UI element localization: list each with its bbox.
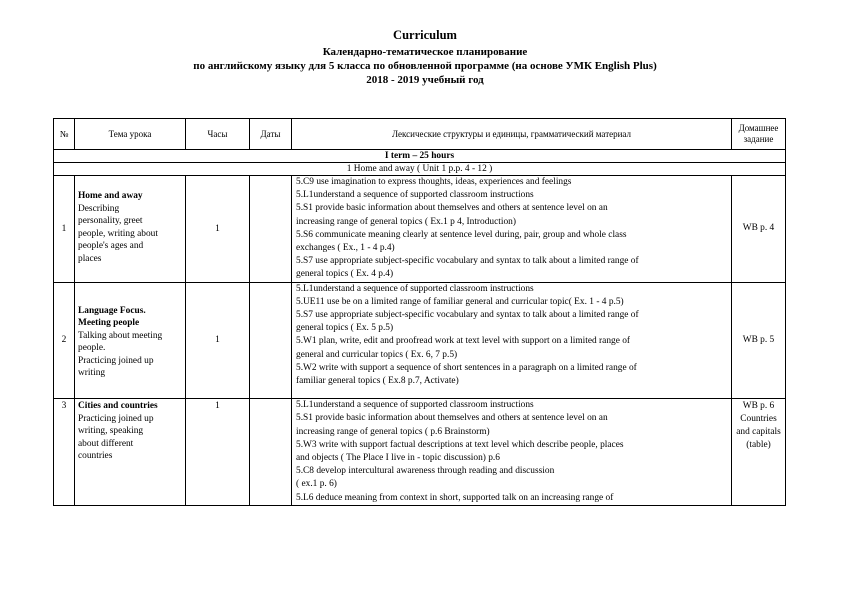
row-dates [250, 399, 292, 506]
homework-line: (table) [746, 440, 771, 451]
term-label: I term – 25 hours [54, 150, 786, 163]
row-objectives [292, 282, 732, 399]
topic-desc-line: Talking about meeting [78, 330, 163, 341]
objective-line: 5.L6 deduce meaning from context in short, supported talk on an increasing range of [296, 492, 614, 503]
row-topic [75, 176, 186, 283]
header-line-2: по английскому языку для 5 класса по обновленной программе (на основе УМК English Plus) [193, 60, 657, 72]
objective-line: 5.S6 communicate meaning clearly at sentence level during, pair, group and whole class [296, 229, 627, 240]
col-topic-header: Тема урока [75, 119, 186, 150]
table-header-row [54, 119, 786, 150]
unit-row [54, 163, 786, 176]
objective-line: 5.UE11 use be on a limited range of familiar general and curricular topic( Ex. 1 - 4 p.5) [296, 296, 624, 307]
document-title: Curriculum [393, 28, 457, 42]
topic-desc-line: personality, greet [78, 216, 143, 226]
header-line-1: Календарно-тематическое планирование [322, 46, 528, 58]
homework-line: Countries [740, 414, 777, 425]
row-number: 2 [54, 282, 75, 399]
row-homework [732, 399, 786, 506]
term-row [54, 150, 786, 163]
row-hours: 1 [186, 399, 250, 506]
document-header [100, 28, 750, 87]
objective-line: and objects ( The Place I live in - topic discussion) p.6 [296, 453, 500, 464]
homework-line: WB p. 5 [742, 334, 775, 345]
row-homework [732, 176, 786, 283]
objective-line: 5.S7 use appropriate subject-specific vocabulary and syntax to talk about a limited range of [296, 310, 639, 321]
homework-line: and capitals [736, 427, 781, 438]
row-objectives [292, 176, 732, 283]
objective-line: increasing range of general topics ( p.6 Brainstorm) [296, 426, 490, 437]
row-topic [75, 399, 186, 506]
objective-line: 5.S1 provide basic information about themselves and others at sentence level on an [296, 203, 608, 214]
topic-desc-line: Practicing joined up [78, 413, 154, 424]
row-hours: 1 [186, 282, 250, 399]
row-dates [250, 282, 292, 399]
objective-line: general topics ( Ex. 5 p.5) [296, 323, 394, 334]
topic-title-2: Meeting people [78, 318, 140, 329]
table-row [54, 399, 786, 506]
row-objectives [292, 399, 732, 506]
topic-desc-line: writing [78, 368, 106, 379]
col-homework-header: Домашнее задание [732, 119, 786, 150]
curriculum-table [53, 118, 786, 506]
topic-desc-line: writing, speaking [78, 426, 144, 437]
topic-desc-line: Describing [78, 203, 120, 214]
row-number: 1 [54, 176, 75, 283]
objective-line: 5.C9 use imagination to express thoughts, ideas, experiences and feelings [296, 177, 572, 187]
unit-label: 1 Home and away ( Unit 1 p.p. 4 - 12 ) [54, 163, 786, 176]
header-line-3: 2018 - 2019 учебный год [366, 74, 484, 86]
table-row [54, 176, 786, 283]
col-hours-header: Часы [186, 119, 250, 150]
objective-line: 5.W3 write with support factual descriptions at text level which describe people, places [296, 439, 624, 450]
table-row [54, 282, 786, 399]
objective-line: 5.L1understand a sequence of supported classroom instructions [296, 400, 534, 411]
topic-desc-line: people. [78, 343, 106, 354]
row-number: 3 [54, 399, 75, 506]
objective-line: 5.L1understand a sequence of supported classroom instructions [296, 283, 534, 294]
objective-line: 5.C8 develop intercultural awareness through reading and discussion [296, 466, 555, 477]
topic-desc-line: people, writing about [78, 228, 158, 239]
row-homework [732, 282, 786, 399]
topic-desc-line: countries [78, 451, 113, 462]
topic-title: Home and away [78, 191, 143, 201]
objective-line: general and curricular topics ( Ex. 6, 7 p.5) [296, 349, 458, 360]
topic-desc-line: about different [78, 438, 134, 449]
topic-title: Cities and countries [78, 401, 158, 412]
col-dates-header: Даты [250, 119, 292, 150]
homework-line: WB p. 4 [742, 223, 775, 234]
objective-line: 5.S1 provide basic information about themselves and others at sentence level on an [296, 413, 608, 424]
col-number-header: № [54, 119, 75, 150]
topic-desc-line: places [78, 253, 102, 264]
objective-line: general topics ( Ex. 4 p.4) [296, 269, 394, 280]
objective-line: ( ex.1 p. 6) [296, 479, 337, 490]
col-content-header: Лексические структуры и единицы, грамматический материал [292, 119, 732, 150]
objective-line: 5.W2 write with support a sequence of short sentences in a paragraph on a limited range of [296, 362, 637, 373]
objective-line: 5.S7 use appropriate subject-specific vocabulary and syntax to talk about a limited range of [296, 256, 639, 267]
row-hours: 1 [186, 176, 250, 283]
row-dates [250, 176, 292, 283]
objective-line: familiar general topics ( Ex.8 p.7, Activate) [296, 376, 459, 387]
objective-line: 5.W1 plan, write, edit and proofread work at text level with support on a limited range of [296, 336, 631, 347]
topic-title: Language Focus. [78, 305, 146, 316]
objective-line: increasing range of general topics ( Ex.1 p 4, Introduction) [296, 216, 516, 227]
topic-desc-line: people's ages and [78, 241, 144, 251]
row-topic [75, 282, 186, 399]
topic-desc-line: Practicing joined up [78, 355, 154, 366]
homework-line: WB p. 6 [742, 401, 775, 412]
objective-line: 5.L1understand a sequence of supported classroom instructions [296, 190, 534, 201]
objective-line: exchanges ( Ex., 1 - 4 p.4) [296, 243, 395, 254]
